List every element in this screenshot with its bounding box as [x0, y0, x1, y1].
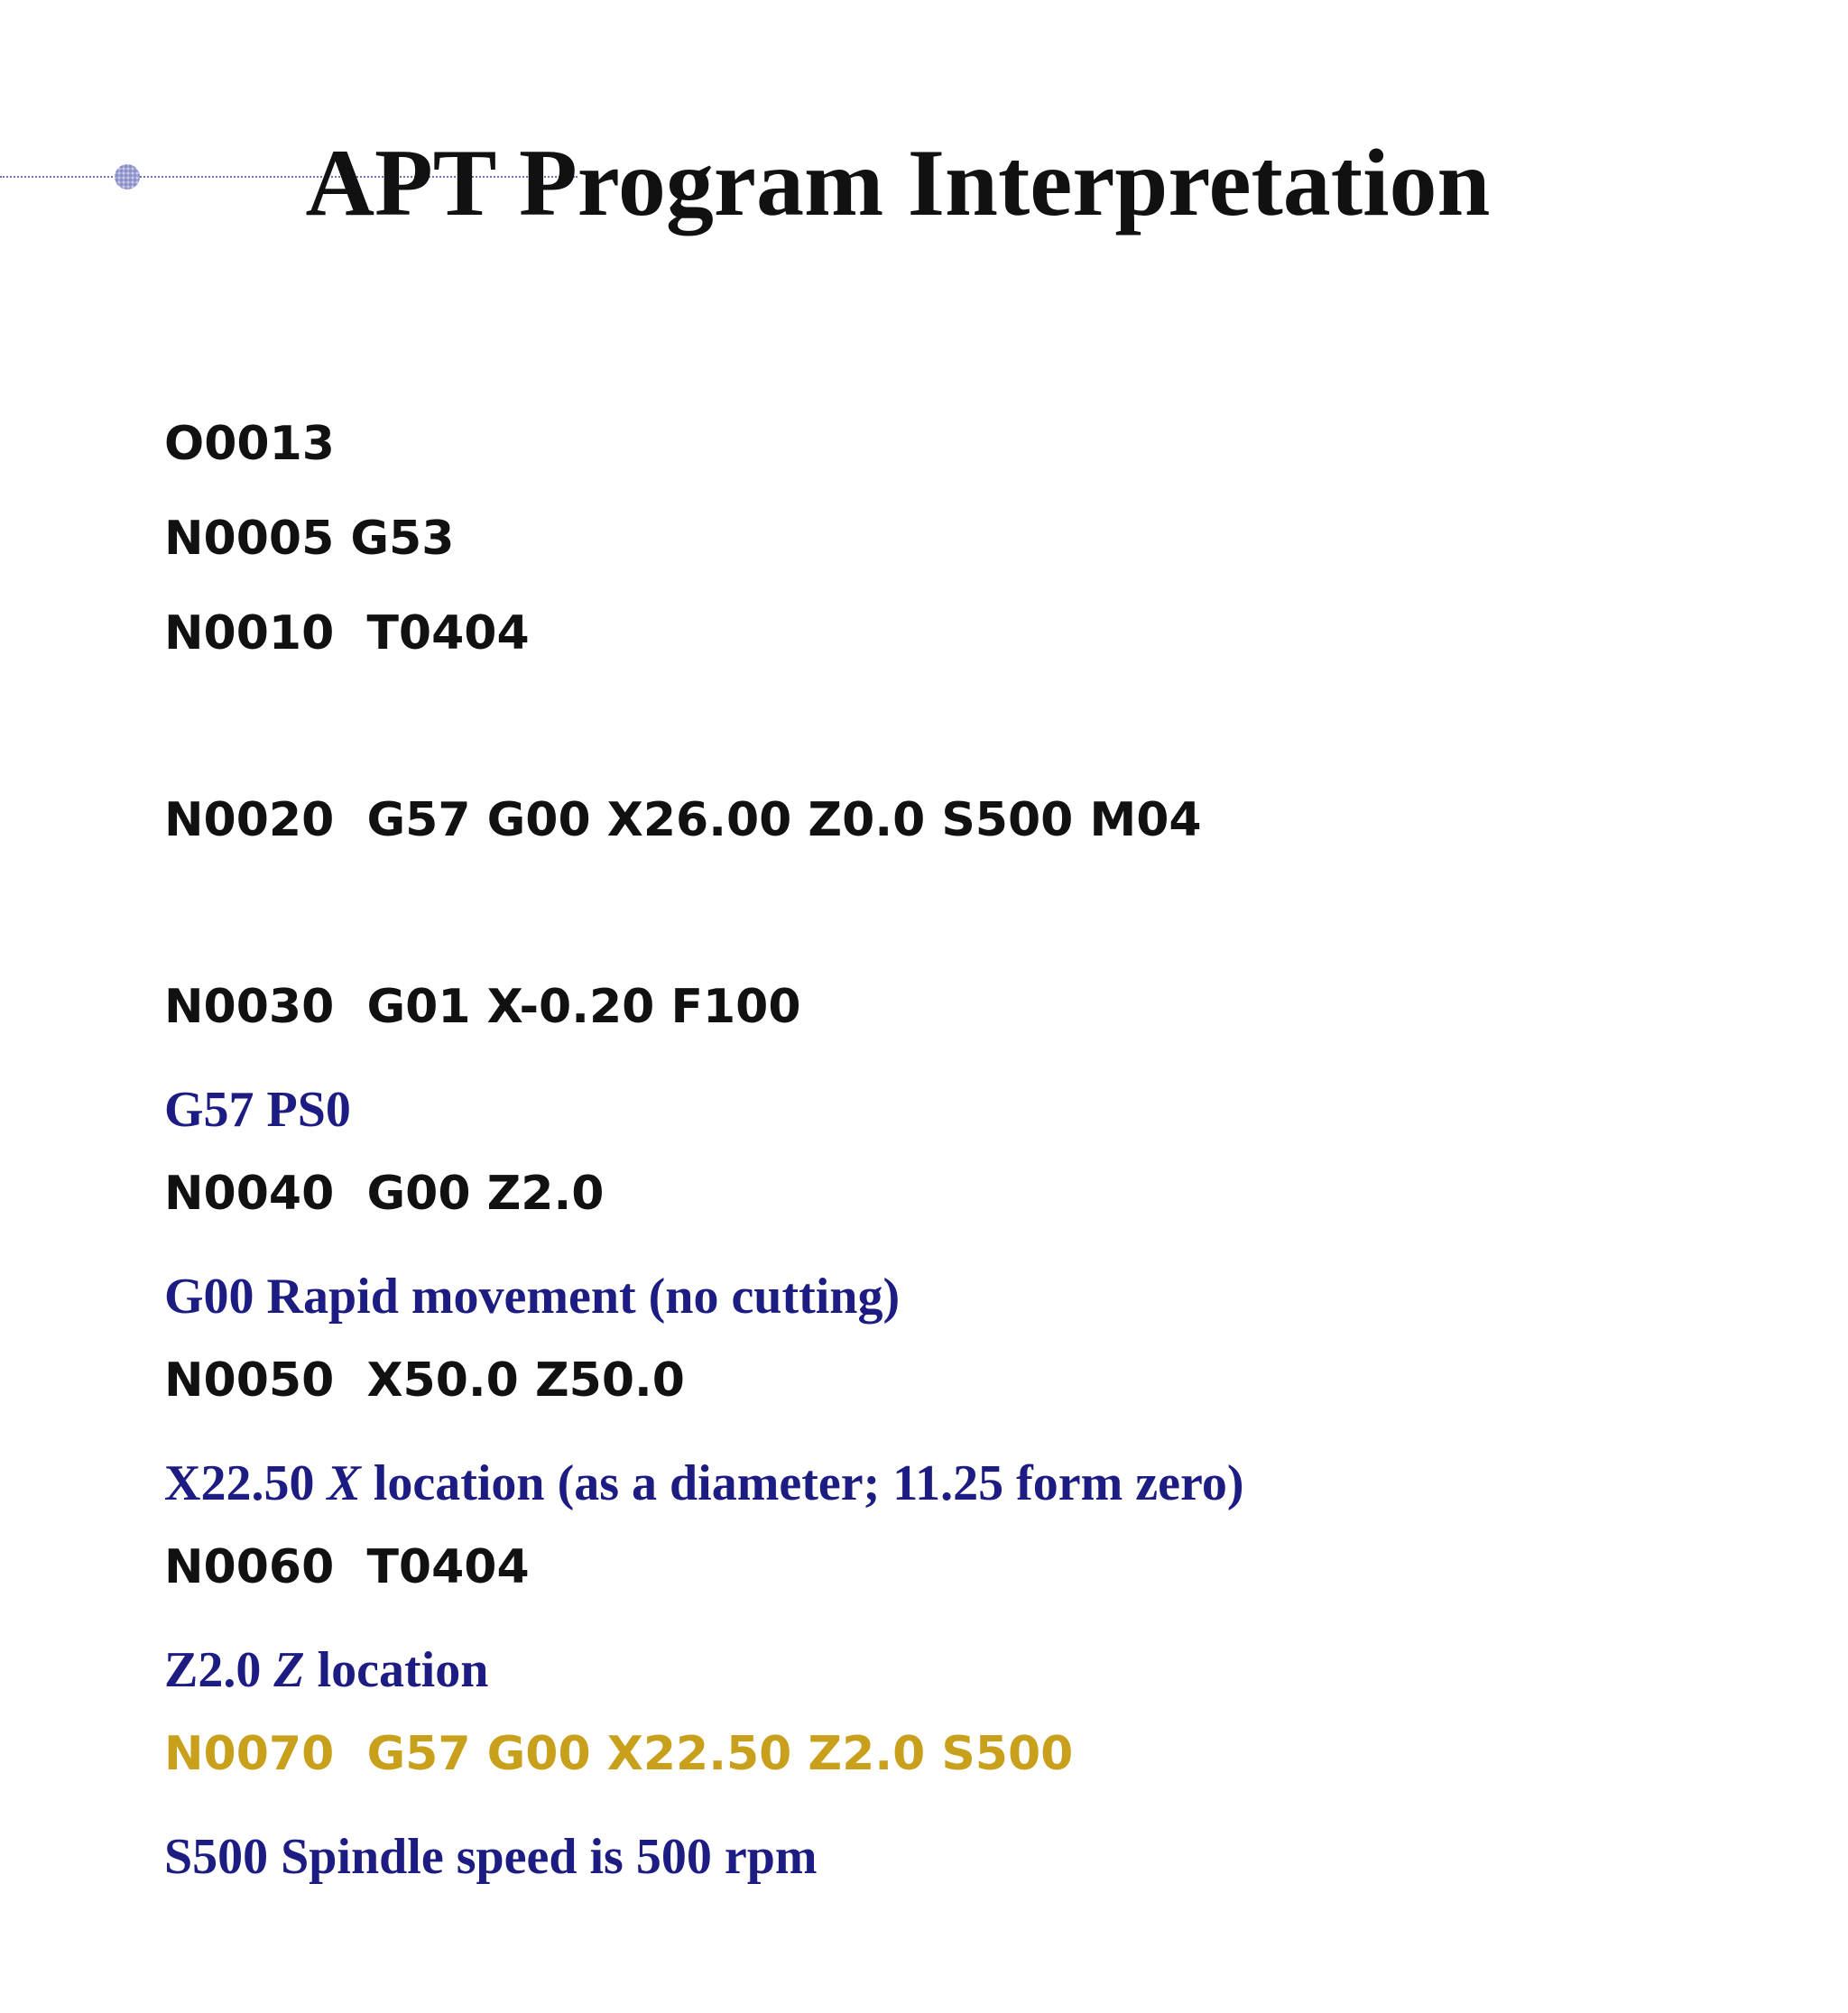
- program-number: O0013: [164, 417, 335, 471]
- note-x-axis: X: [327, 1455, 361, 1511]
- note-g57: G57 PS0: [164, 1082, 351, 1138]
- note-x-code: X22.50: [164, 1455, 328, 1511]
- note-z-code: Z2.0: [164, 1642, 274, 1698]
- code-line: N0010 T0404: [164, 606, 530, 660]
- note-z: [164, 1639, 1244, 1702]
- code-line: N0030 G01 X-0.20 F100: [164, 980, 801, 1034]
- slide-title: APT Program Interpretation: [305, 130, 1491, 235]
- setup-line: N0005 G53: [164, 512, 455, 566]
- note-g00: G00 Rapid movement (no cutting): [164, 1269, 901, 1325]
- highlighted-code-line: N0070 G57 G00 X22.50 Z2.0 S500: [164, 1727, 1074, 1781]
- note-x: [164, 1453, 1244, 1515]
- code-line: N0020 G57 G00 X26.00 Z0.0 S500 M04: [164, 793, 1202, 847]
- code-line: N0060 T0404: [164, 1540, 530, 1594]
- note-s: S500 Spindle speed is 500 rpm: [164, 1829, 818, 1885]
- note-z-axis: Z: [273, 1642, 305, 1698]
- note-x-text: location (as a diameter; 11.25 form zero): [360, 1455, 1244, 1511]
- code-line: N0040 G00 Z2.0: [164, 1167, 605, 1221]
- explanation-notes: [164, 955, 1244, 2013]
- code-line: N0050 X50.0 Z50.0: [164, 1353, 685, 1408]
- note-z-text: location: [304, 1642, 489, 1698]
